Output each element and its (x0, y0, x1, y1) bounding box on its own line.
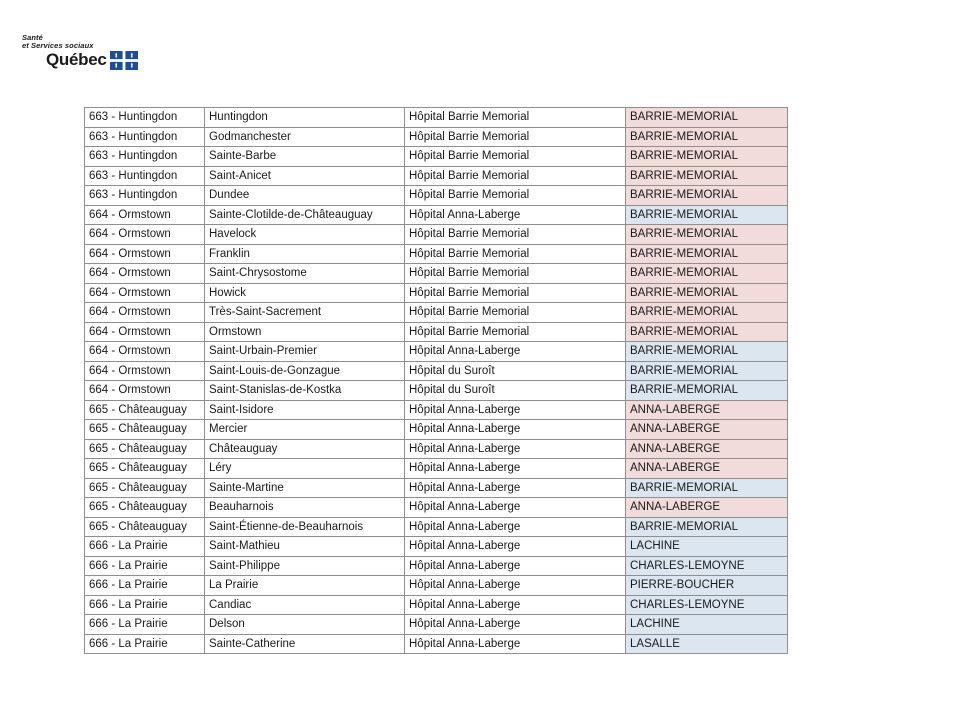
rls-cell: 665 - Châteauguay (85, 459, 205, 479)
table-body (85, 108, 788, 654)
table-row (85, 556, 788, 576)
municipality-cell: Léry (205, 459, 405, 479)
municipality-cell: Sainte-Barbe (205, 147, 405, 167)
destination-cell: ANNA-LABERGE (626, 498, 788, 518)
rls-cell: 666 - La Prairie (85, 576, 205, 596)
destination-cell: ANNA-LABERGE (626, 439, 788, 459)
table-row (85, 498, 788, 518)
rls-cell: 664 - Ormstown (85, 342, 205, 362)
hospital-cell: Hôpital Anna-Laberge (405, 517, 626, 537)
table-row (85, 517, 788, 537)
destination-cell: BARRIE-MEMORIAL (626, 225, 788, 245)
rls-cell: 666 - La Prairie (85, 595, 205, 615)
rls-cell: 665 - Châteauguay (85, 517, 205, 537)
municipality-cell: Très-Saint-Sacrement (205, 303, 405, 323)
logo-line-sante: Santé (22, 33, 43, 42)
hospital-assignment-table (84, 107, 788, 654)
table-row (85, 537, 788, 557)
municipality-cell: Saint-Stanislas-de-Kostka (205, 381, 405, 401)
rls-cell: 665 - Châteauguay (85, 420, 205, 440)
municipality-cell: Beauharnois (205, 498, 405, 518)
table-row (85, 264, 788, 284)
municipality-cell: Sainte-Clotilde-de-Châteauguay (205, 205, 405, 225)
table-row (85, 244, 788, 264)
municipality-cell: Havelock (205, 225, 405, 245)
rls-cell: 664 - Ormstown (85, 361, 205, 381)
hospital-cell: Hôpital Barrie Memorial (405, 127, 626, 147)
destination-cell: BARRIE-MEMORIAL (626, 322, 788, 342)
table-row (85, 361, 788, 381)
destination-cell: BARRIE-MEMORIAL (626, 517, 788, 537)
rls-cell: 666 - La Prairie (85, 556, 205, 576)
hospital-cell: Hôpital Barrie Memorial (405, 186, 626, 206)
rls-cell: 663 - Huntingdon (85, 147, 205, 167)
quebec-logo (22, 34, 162, 74)
hospital-cell: Hôpital Anna-Laberge (405, 459, 626, 479)
table-row (85, 595, 788, 615)
rls-cell: 664 - Ormstown (85, 244, 205, 264)
hospital-cell: Hôpital Anna-Laberge (405, 205, 626, 225)
rls-cell: 663 - Huntingdon (85, 166, 205, 186)
destination-cell: LASALLE (626, 634, 788, 654)
destination-cell: ANNA-LABERGE (626, 400, 788, 420)
table-row (85, 478, 788, 498)
rls-cell: 663 - Huntingdon (85, 186, 205, 206)
municipality-cell: Delson (205, 615, 405, 635)
destination-cell: LACHINE (626, 537, 788, 557)
hospital-cell: Hôpital Anna-Laberge (405, 595, 626, 615)
municipality-cell: Huntingdon (205, 108, 405, 128)
table-row (85, 576, 788, 596)
table-row (85, 166, 788, 186)
table-row (85, 186, 788, 206)
destination-cell: BARRIE-MEMORIAL (626, 478, 788, 498)
hospital-cell: Hôpital Barrie Memorial (405, 264, 626, 284)
hospital-cell: Hôpital Anna-Laberge (405, 556, 626, 576)
destination-cell: BARRIE-MEMORIAL (626, 264, 788, 284)
table-row (85, 225, 788, 245)
municipality-cell: Dundee (205, 186, 405, 206)
rls-cell: 663 - Huntingdon (85, 108, 205, 128)
municipality-cell: Saint-Anicet (205, 166, 405, 186)
rls-cell: 665 - Châteauguay (85, 498, 205, 518)
hospital-cell: Hôpital Barrie Memorial (405, 303, 626, 323)
destination-cell: LACHINE (626, 615, 788, 635)
table-row (85, 381, 788, 401)
logo-quebec-row (46, 49, 138, 70)
destination-cell: BARRIE-MEMORIAL (626, 166, 788, 186)
municipality-cell: Saint-Étienne-de-Beauharnois (205, 517, 405, 537)
rls-cell: 664 - Ormstown (85, 381, 205, 401)
municipality-cell: Ormstown (205, 322, 405, 342)
table-row (85, 420, 788, 440)
municipality-cell: Howick (205, 283, 405, 303)
municipality-cell: Godmanchester (205, 127, 405, 147)
municipality-cell: Mercier (205, 420, 405, 440)
table-row (85, 283, 788, 303)
rls-cell: 664 - Ormstown (85, 225, 205, 245)
table-row (85, 634, 788, 654)
table-row (85, 303, 788, 323)
destination-cell: BARRIE-MEMORIAL (626, 127, 788, 147)
hospital-cell: Hôpital Barrie Memorial (405, 147, 626, 167)
rls-cell: 664 - Ormstown (85, 303, 205, 323)
destination-cell: BARRIE-MEMORIAL (626, 303, 788, 323)
hospital-cell: Hôpital Anna-Laberge (405, 420, 626, 440)
destination-cell: PIERRE-BOUCHER (626, 576, 788, 596)
municipality-cell: Saint-Urbain-Premier (205, 342, 405, 362)
destination-cell: ANNA-LABERGE (626, 459, 788, 479)
rls-cell: 666 - La Prairie (85, 634, 205, 654)
rls-cell: 664 - Ormstown (85, 205, 205, 225)
hospital-cell: Hôpital Anna-Laberge (405, 634, 626, 654)
destination-cell: BARRIE-MEMORIAL (626, 186, 788, 206)
rls-cell: 665 - Châteauguay (85, 400, 205, 420)
destination-cell: BARRIE-MEMORIAL (626, 244, 788, 264)
rls-cell: 665 - Châteauguay (85, 439, 205, 459)
destination-cell: BARRIE-MEMORIAL (626, 147, 788, 167)
table-row (85, 127, 788, 147)
table-row (85, 400, 788, 420)
hospital-cell: Hôpital Barrie Memorial (405, 225, 626, 245)
municipality-cell: Sainte-Martine (205, 478, 405, 498)
rls-cell: 666 - La Prairie (85, 615, 205, 635)
municipality-cell: Candiac (205, 595, 405, 615)
municipality-cell: Châteauguay (205, 439, 405, 459)
rls-cell: 665 - Châteauguay (85, 478, 205, 498)
municipality-cell: La Prairie (205, 576, 405, 596)
logo-line-services: et Services sociaux (22, 41, 94, 50)
hospital-cell: Hôpital Anna-Laberge (405, 498, 626, 518)
destination-cell: BARRIE-MEMORIAL (626, 381, 788, 401)
hospital-cell: Hôpital Anna-Laberge (405, 478, 626, 498)
table-row (85, 459, 788, 479)
hospital-cell: Hôpital Barrie Memorial (405, 322, 626, 342)
logo-quebec-text: Québec (46, 49, 107, 69)
hospital-cell: Hôpital Anna-Laberge (405, 615, 626, 635)
hospital-cell: Hôpital Anna-Laberge (405, 400, 626, 420)
table-row (85, 322, 788, 342)
rls-cell: 666 - La Prairie (85, 537, 205, 557)
municipality-cell: Saint-Chrysostome (205, 264, 405, 284)
hospital-cell: Hôpital Barrie Memorial (405, 108, 626, 128)
destination-cell: BARRIE-MEMORIAL (626, 108, 788, 128)
table-row (85, 147, 788, 167)
municipality-cell: Saint-Louis-de-Gonzague (205, 361, 405, 381)
rls-cell: 664 - Ormstown (85, 283, 205, 303)
hospital-cell: Hôpital du Suroît (405, 381, 626, 401)
hospital-cell: Hôpital Anna-Laberge (405, 576, 626, 596)
table-row (85, 439, 788, 459)
table-row (85, 615, 788, 635)
destination-cell: BARRIE-MEMORIAL (626, 205, 788, 225)
rls-cell: 664 - Ormstown (85, 322, 205, 342)
municipality-cell: Saint-Isidore (205, 400, 405, 420)
hospital-cell: Hôpital Anna-Laberge (405, 439, 626, 459)
fleur-de-lis-flag-icon (110, 51, 138, 70)
destination-cell: ANNA-LABERGE (626, 420, 788, 440)
municipality-cell: Franklin (205, 244, 405, 264)
destination-cell: CHARLES-LEMOYNE (626, 556, 788, 576)
municipality-cell: Saint-Philippe (205, 556, 405, 576)
hospital-cell: Hôpital Anna-Laberge (405, 342, 626, 362)
municipality-cell: Sainte-Catherine (205, 634, 405, 654)
table-row (85, 342, 788, 362)
destination-cell: CHARLES-LEMOYNE (626, 595, 788, 615)
hospital-cell: Hôpital du Suroît (405, 361, 626, 381)
rls-cell: 664 - Ormstown (85, 264, 205, 284)
destination-cell: BARRIE-MEMORIAL (626, 361, 788, 381)
municipality-cell: Saint-Mathieu (205, 537, 405, 557)
hospital-cell: Hôpital Barrie Memorial (405, 283, 626, 303)
hospital-cell: Hôpital Barrie Memorial (405, 244, 626, 264)
destination-cell: BARRIE-MEMORIAL (626, 283, 788, 303)
hospital-cell: Hôpital Anna-Laberge (405, 537, 626, 557)
destination-cell: BARRIE-MEMORIAL (626, 342, 788, 362)
hospital-cell: Hôpital Barrie Memorial (405, 166, 626, 186)
rls-cell: 663 - Huntingdon (85, 127, 205, 147)
table-row (85, 205, 788, 225)
table-row (85, 108, 788, 128)
